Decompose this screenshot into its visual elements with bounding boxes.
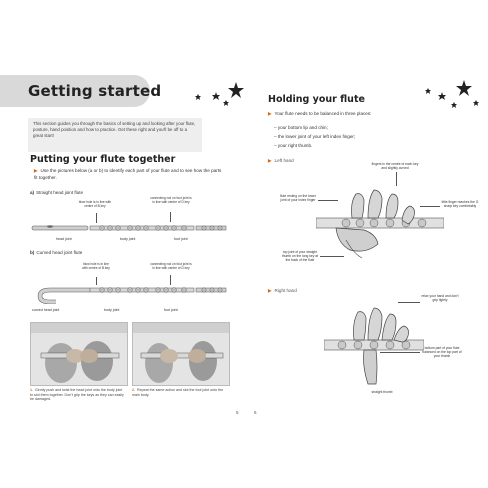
note-little-finger: little finger reaches the G sharp key comfortably	[441, 200, 479, 209]
star-icon	[451, 102, 457, 108]
left-hand-illustration	[316, 184, 444, 260]
caption-step-2: 2. Repeat the same action and slot the foot joint onto the main body.	[132, 388, 224, 397]
assembly-photo-1	[30, 322, 128, 386]
leader-line	[398, 302, 420, 303]
star-icon	[195, 94, 201, 100]
straight-body-joint-label: body joint	[120, 237, 136, 241]
page-number-right: 6	[254, 410, 257, 415]
star-icon	[473, 100, 479, 106]
arrow-bullet-icon: ▶	[268, 158, 272, 163]
caption-step-1: 1. Gently push and twist the head joint onto the body joint to slot them together. Don't grip the keys as they can easily be damaged.	[30, 388, 124, 402]
arrow-bullet-icon: ▶	[34, 168, 38, 173]
list-item: – the lower joint of your left index finger;	[274, 134, 356, 139]
list-item: – your bottom lip and chin;	[274, 125, 328, 130]
star-icon	[212, 92, 220, 100]
right-hand-label: ▶ Right hand	[268, 288, 297, 293]
note-left-thumb: top joint of your straight thumb on the long key at the back of the flute	[281, 250, 319, 263]
holding-instruction: ▶ Your flute needs to be balanced in three places:	[268, 111, 372, 116]
star-icon	[456, 80, 472, 96]
intro-box	[28, 118, 202, 152]
curved-head-joint-label: curved head joint	[32, 308, 60, 312]
section-heading-assembly: Putting your flute together	[30, 154, 176, 165]
section-heading-holding: Holding your flute	[268, 94, 365, 105]
curved-blow-note: blow hole is in line with centre of B key	[82, 262, 110, 270]
arrow-bullet-icon: ▶	[268, 288, 272, 293]
note-bottom-balance: bottom part of your flute balanced on the top part of your thumb	[422, 346, 462, 359]
leader-line	[318, 200, 338, 201]
note-fingers: fingers in the centre of each key and slightly curved	[371, 162, 419, 171]
note-flute-rest: flute resting on the lower joint of your index finger	[280, 194, 316, 203]
right-hand-illustration	[324, 300, 424, 390]
list-item: – your right thumb.	[274, 143, 313, 148]
arrow-bullet-icon: ▶	[268, 111, 272, 116]
intro-text: This section guides you through the basics of setting up and looking after your flute, posture, hand position and how to practice. Get these right and you'll be off to a great start!	[33, 121, 196, 139]
straight-blow-note: blow hole is in line with centre of B key	[78, 200, 112, 208]
curved-connect-note: connecting rod on foot joint is in line with centre of D key	[150, 262, 192, 270]
leader-line	[380, 352, 420, 353]
straight-head-joint-label: head joint	[56, 237, 72, 241]
star-icon	[425, 88, 431, 94]
star-decoration-right	[420, 78, 484, 112]
leader-line	[420, 206, 440, 207]
straight-foot-joint-label: foot joint	[174, 237, 188, 241]
note-straight-thumb: straight thumb	[371, 390, 393, 394]
curved-flute-label: b) Curved head joint flute	[30, 250, 83, 255]
page-title: Getting started	[28, 82, 162, 100]
curved-flute-image	[30, 284, 230, 304]
star-icon	[223, 100, 229, 106]
star-icon	[228, 82, 244, 98]
page-number-left: 5	[236, 410, 239, 415]
curved-foot-joint-label: foot joint	[164, 308, 178, 312]
curved-body-joint-label: body joint	[104, 308, 120, 312]
assembly-instruction: ▶ Use the pictures below (a or b) to identify each part of your flute and to see how the parts fit together.	[34, 168, 222, 180]
leader-line	[170, 212, 171, 222]
balance-points-list	[274, 123, 355, 150]
left-hand-label: ▶ Left hand	[268, 158, 294, 163]
straight-flute-label: a) Straight head joint flute	[30, 190, 84, 195]
assembly-photo-2	[132, 322, 230, 386]
straight-flute-image	[30, 222, 230, 234]
star-decoration-left	[188, 80, 248, 110]
straight-connect-note: connecting rod on foot joint is in line with centre of D key	[150, 196, 192, 204]
leader-line	[320, 256, 344, 257]
leader-line	[396, 172, 397, 186]
star-icon	[438, 92, 446, 100]
note-relax-hand: relax your hand and don't grip tightly	[421, 294, 459, 303]
